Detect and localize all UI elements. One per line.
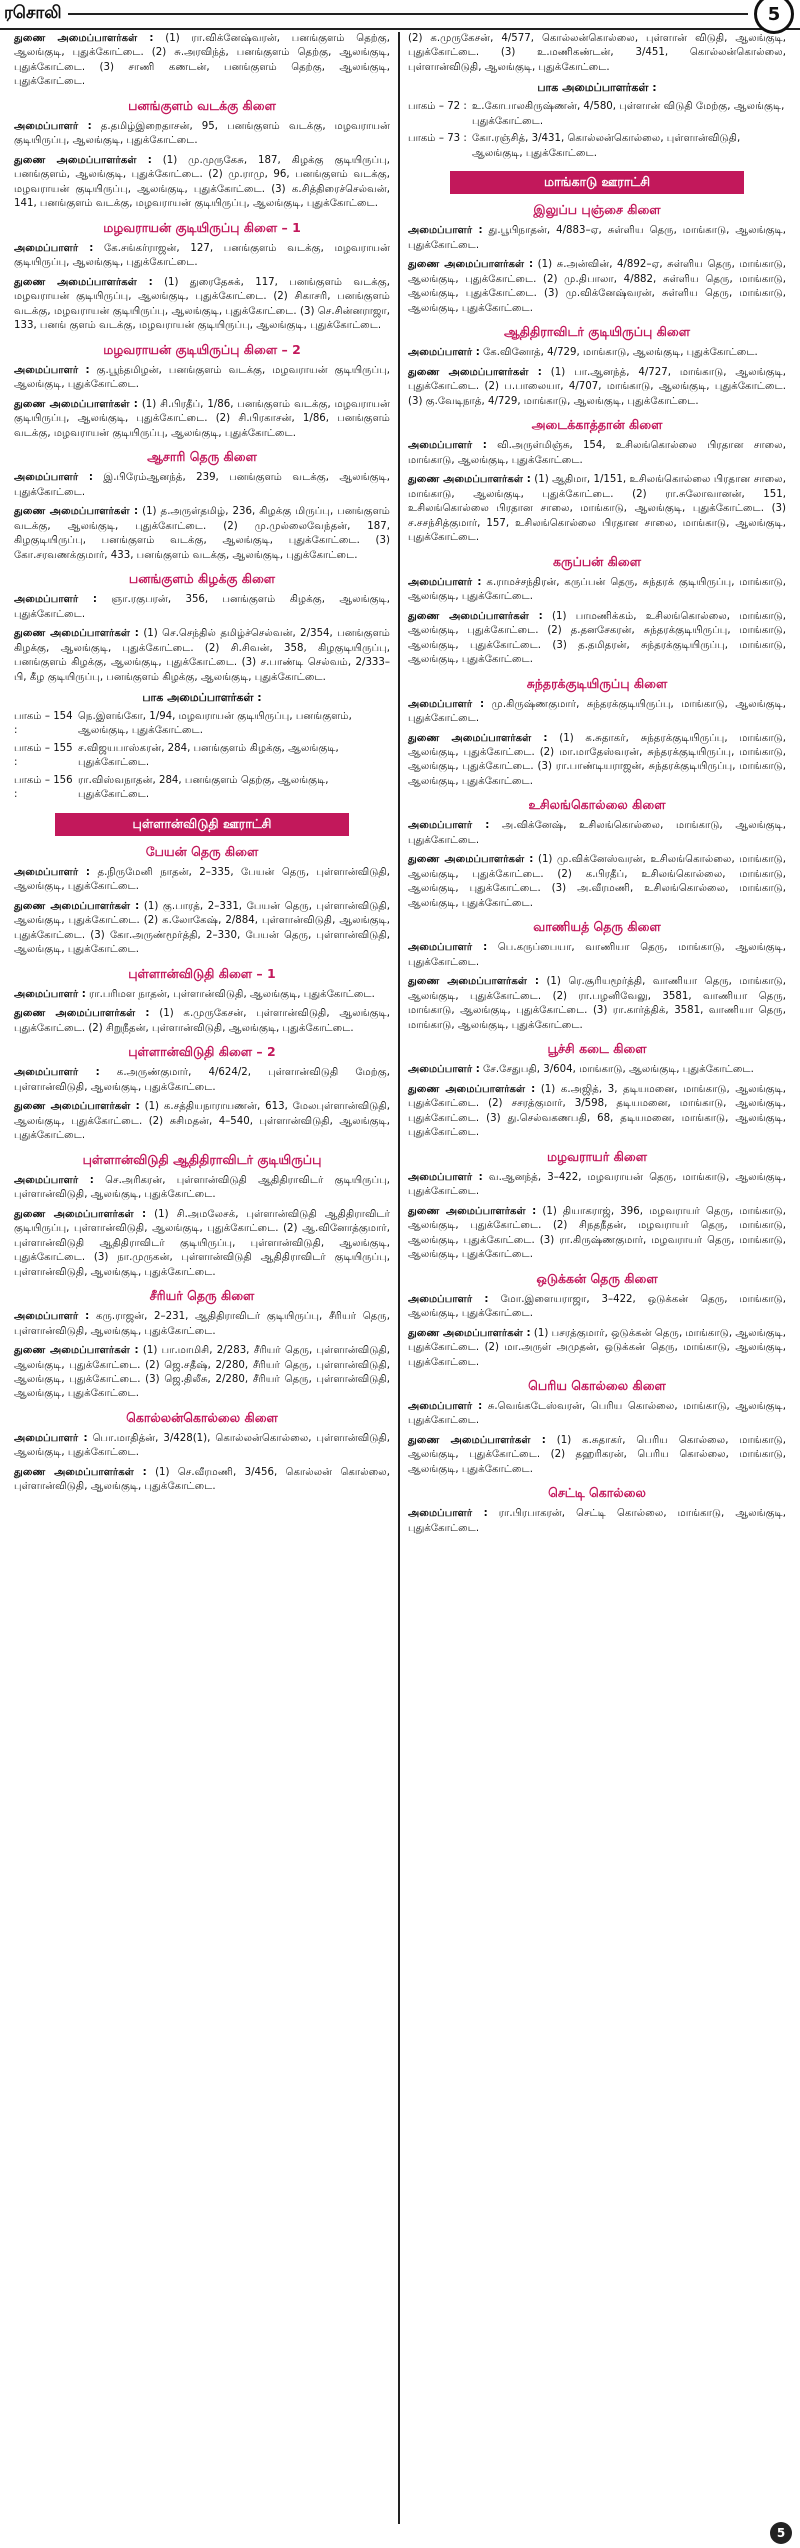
listing-entry [14,1432,390,1461]
role-label: துணை அமைப்பாளர்கள் : [14,1466,147,1478]
member-details: (1) துரைதேசுக், 117, பனங்குளம் வடக்கு, மழவராயன் குடியிருப்பு, ஆலங்குடி, புதுக்கோட்டை. (2) சிகாசரி, பனங்குளம் வடக்கு, மழவராயன் குடியிருப்பு, ஆலங்குடி, புதுக்கோட்டை. (3) செ.சின்னராஜா, 133, பனங் குளம் வடக்கு, மழவராயன் குடியிருப்பு, ஆலங்குடி, புதுக்கோட்டை. [14,276,390,332]
listing-entry [408,853,786,911]
branch-heading: மழவராயர் கிளை [546,1148,648,1164]
branch-heading: உசிலங்கொல்லை கிளை [528,797,666,813]
member-details: (1) செ.வீரமணி, 3/456, கொல்லன் கொல்லை, புள்ளான்விடுதி, ஆலங்குடி, புதுக்கோட்டை. [14,1466,391,1493]
role-label: அமைப்பாளர் : [14,988,86,1000]
role-label: துணை அமைப்பாளர்கள் : [408,259,534,271]
member-details: கு.பூந்தமிழன், பனங்குளம் வடக்கு, மழவராயன் குடியிருப்பு, ஆலங்குடி, புதுக்கோட்டை. [14,364,391,391]
role-label: அமைப்பாளர் : [408,942,488,954]
role-label: அமைப்பாளர் : [408,1171,483,1183]
member-details: ரா.பிரபாகரன், செட்டி கொல்லை, மாங்காடு, ஆலங்குடி, புதுக்கோட்டை. [408,1508,787,1534]
role-label: துணை அமைப்பாளர்கள் : [14,900,140,912]
booth-organizer: கோ.ரஞ்சித், 3/431, கொல்லன்கொல்லை, புள்ளான்விடுதி, ஆலங்குடி, புதுக்கோட்டை. [472,133,741,159]
role-label: துணை அமைப்பாளர்கள் : [408,1327,531,1339]
branch-heading: பனங்குளம் வடக்கு கிளை [128,97,276,113]
listing-entry [408,1171,786,1200]
branch-heading: இலுப்ப புஞ்சை கிளை [533,202,661,218]
booth-number: பாகம் – 154 : [14,710,73,737]
role-label: அமைப்பாளர் : [408,1293,489,1305]
branch-heading: மழவராயன் குடியிருப்பு கிளை – 1 [103,219,301,235]
listing-entry [408,258,786,316]
member-details: வ.ஆனந்த், 3–422, மழவராயன் தெரு, மாங்காடு, ஆலங்குடி, புதுக்கோட்டை. [408,1171,787,1198]
role-label: துணை அமைப்பாளர்கள் : [14,1101,140,1113]
role-label: துணை அமைப்பாளர்கள் : [408,610,543,622]
role-label: அமைப்பாளர் : [408,576,482,588]
member-details: (1) பசரத்குமார், ஒடுக்கன் தெரு, மாங்காடு, ஆலங்குடி, புதுக்கோட்டை. (2) மா.அருள் அமுதன், ஒடுக்கன் தெரு, மாங்காடு, ஆலங்குடி, புதுக்கோட்டை. [408,1327,786,1368]
branch-heading: மழவராயன் குடியிருப்பு கிளை – 2 [103,341,301,357]
member-details: (1) க.அஜித், 3, தடியமனை, மாங்காடு, ஆலங்குடி, புதுக்கோட்டை. (2) சசரத்குமார், 3/598, தடியமனை, மாங்காடு, ஆலங்குடி, புதுக்கோட்டை. (3) து.செல்வகணபதி, 68, தடியமனை, மாங்காடு, ஆலங்குடி, புதுக்கோட்டை. [408,1083,786,1139]
member-details: ரா.பரிமள நாதன், புள்ளான்விடுதி, ஆலங்குடி, புதுக்கோட்டை. [89,988,375,1000]
page-number-badge: 5 [754,0,794,34]
listing-entry [14,120,390,149]
listing-entry [408,1400,786,1429]
member-details: பெ.கருப்பையா, வாணியா தெரு, மாங்காடு, ஆலங்குடி, புதுக்கோட்டை. [408,942,786,968]
member-details: (1) சி.பிரதீப், 1/86, பனங்குளம் வடக்கு, மழவராயன் குடியிருப்பு, ஆலங்குடி, புதுக்கோட்டை. (2) சி.பிரகாசன், 1/86, பனங்குளம் வடக்கு, மழவராயன் குடியிருப்பு, ஆலங்குடி, புதுக்கோட்டை. [14,398,390,439]
member-details: (1) சி.அமலேசக், புள்ளான்விடுதி ஆதிதிராவிடர் குடியிருப்பு, புள்ளான்விடுதி, ஆலங்குடி, புதுக்கோட்டை. (2) ஆ.வினோத்குமார், புள்ளான்விடுதி ஆதிதிராவிடர் குடியிருப்பு, புள்ளான்விடுதி, ஆலங்குடி, புதுக்கோட்டை. (3) நா.முருகன், புள்ளான்விடுதி ஆதிதிராவிடர் குடியிருப்பு, புள்ளான்விடுதி, ஆலங்குடி, புதுக்கோட்டை. [14,1208,390,1278]
booth-organizer: ரா.விஸ்வநாதன், 284, பனங்குளம் தெற்கு, ஆலங்குடி, புதுக்கோட்டை. [78,774,329,801]
branch-heading: பூச்சி கடை கிளை [547,1041,647,1057]
member-details: த.தமிழ்இறைதாசன், 95, பனங்குளம் வடக்கு, மழவராயன் குடியிருப்பு, ஆலங்குடி, புதுக்கோட்டை. [14,120,390,147]
listing-entry [14,276,390,334]
member-details: மு.கிருஷ்ணகுமார், சுந்தரக்குடியிருப்பு, மாங்காடு, ஆலங்குடி, புதுக்கோட்டை. [408,698,786,725]
booth-row [14,774,390,803]
branch-heading: வாணியத் தெரு கிளை [533,919,661,935]
member-details: மோ.இளையராஜா, 3–422, ஒடுக்கன் தெரு, மாங்காடு, ஆலங்குடி, புதுக்கோட்டை. [408,1293,786,1320]
branch-heading: ஆதிதிராவிடர் குடியிருப்பு கிளை [503,324,691,340]
booth-number: பாகம் – 73 : [408,133,467,145]
booth-organizer: நெ.இளங்கோ, 1/94, மழவராயன் குடியிருப்பு, பனங்குளம், ஆலங்குடி, புதுக்கோட்டை. [78,710,352,737]
role-label: அமைப்பாளர் : [408,1064,480,1076]
role-label: அமைப்பாளர் : [14,866,90,878]
branch-heading: ஒடுக்கன் தெரு கிளை [536,1270,658,1286]
listing-entry [14,1066,390,1095]
listing-entry [408,698,786,727]
member-details: சு.வெங்கடேஸ்வரன், பெரிய கொல்லை, மாங்காடு, ஆலங்குடி, புதுக்கோட்டை. [408,1401,786,1427]
role-label: துணை அமைப்பாளர்கள் : [14,628,139,640]
listing-entry [408,610,786,668]
listing-entry [14,1007,390,1036]
role-label: துணை அமைப்பாளர்கள் : [408,1434,546,1446]
role-label: அமைப்பாளர் : [14,1432,88,1444]
role-label: துணை அமைப்பாளர்கள் : [14,1008,150,1020]
booth-organizer: உ.கோபாலகிருஷ்ணன், 4/580, புள்ளான் விடுதி மேற்கு, ஆலங்குடி, புதுக்கோட்டை. [472,101,785,127]
branch-heading: பனங்குளம் கிழக்கு கிளை [128,571,276,587]
member-details: கரு.ராஜன், 2–231, ஆதிதிராவிடர் குடியிருப்பு, சீரியர் தெரு, புள்ளான்விடுதி, ஆலங்குடி, புதுக்கோட்டை. [14,1311,390,1337]
branch-heading: செட்டி கொல்லை [548,1485,646,1501]
member-details: (1) ரா.விக்னேஷ்வரன், பனங்குளம் தெற்கு, ஆலங்குடி, புதுக்கோட்டை. (2) சு.அரவிந்த், பனங்குளம் தெற்கு, ஆலங்குடி, புதுக்கோட்டை. (3) சாணி கணடன், பனங்குளம் தெற்கு, ஆலங்குடி, புதுக்கோட்டை. [14,33,390,88]
booth-number: பாகம் – 156 : [14,774,73,801]
member-details: பொ.மாதித்ன், 3/428(1), கொல்லன்கொல்லை, புள்ளான்விடுதி, ஆலங்குடி, புதுக்கோட்டை. [14,1432,390,1459]
role-label: அமைப்பாளர் : [408,347,480,359]
branch-heading: ஆசாரி தெரு கிளை [147,449,257,465]
listing-entry [408,1063,786,1077]
listing-entry [408,941,786,970]
listing-entry [14,471,390,500]
role-label: துணை அமைப்பாளர்கள் : [14,1345,139,1357]
role-label: அமைப்பாளர் : [14,242,94,254]
branch-heading: புள்ளான்விடுதி கிளை – 2 [128,1044,276,1060]
member-details: து.பூபிநாதன், 4/883–ஏ, சுள்ளிய தெரு, மாங்காடு, ஆலங்குடி, புதுக்கோட்டை. [408,225,787,251]
member-details: க.ராமச்சந்திரன், கருப்பன் தெரு, சுந்தரக் குடியிருப்பு, மாங்காடு, ஆலங்குடி, புதுக்கோட்டை. [408,576,787,603]
listing-entry [14,242,390,271]
listing-entry [14,627,390,685]
right-column [400,32,794,2524]
listing-entry [408,975,786,1033]
member-details: (1) தியாகராஜ், 396, மழவராயர் தெரு, மாங்காடு, ஆலங்குடி, புதுக்கோட்டை. (2) சிநதநீதன், மழவராயர் தெரு, மாங்காடு, ஆலங்குடி, புதுக்கோட்டை. (3) ரா.கிருஷ்ணகுமார், மழவராயர் தெரு, மாங்காடு, ஆலங்குடி, புதுக்கோட்டை. [408,1205,786,1261]
member-details: (1) க.சத்தியநாராயணன், 613, மேலபுள்ளான்விடுதி, ஆலங்குடி, புதுக்கோட்டை. (2) சுசிமதன், 4–540, புள்ளான்விடுதி, ஆலங்குடி, புதுக்கோட்டை. [14,1101,390,1142]
booth-row [14,710,390,739]
member-details: ஞா.ரகுபரன், 356, பனங்குளம் கிழக்கு, ஆலங்குடி, புதுக்கோட்டை. [14,594,390,620]
role-label: துணை அமைப்பாளர்கள் : [408,854,534,866]
listing-entry [14,398,390,441]
listing-entry [14,1100,390,1143]
role-label: அமைப்பாளர் : [14,1067,100,1079]
member-details: (1) த.அருள்தமிழ், 236, கிழக்கு மிருப்பு, பனங்குளம் வடக்கு, ஆலங்குடி, புதுக்கோட்டை. (2) மு.முல்லைவேந்தன், 187, கிழகுடியிருப்பு, பனங்குளம் வடக்கு, ஆலங்குடி, புதுக்கோட்டை. (3) கோ.சரவணக்குமார், 433, பனங்குளம் வடக்கு, ஆலங்குடி, புதுக்கோட்டை. [14,506,390,561]
listing-entry [408,1205,786,1263]
listing-entry [408,1327,786,1370]
member-details: (1) க.சுதாகர், பெரிய கொல்லை, மாங்காடு, ஆலங்குடி, புதுக்கோட்டை. (2) தஹரிகரன், பெரிய கொல்லை, மாங்காடு, ஆலங்குடி, புதுக்கோட்டை. [408,1434,787,1475]
branch-heading: சீரியர் தெரு கிளை [149,1288,255,1304]
member-details: (1) க.சுதாகர், சுந்தரக்குடியிருப்பு, மாங்காடு, ஆலங்குடி, புதுக்கோட்டை. (2) மா.மாதேஸ்வரன், சுந்தரக்குடியிருப்பு, மாங்காடு, ஆலங்குடி, புதுக்கோட்டை. (3) ரா.பாண்டியராஜன், சுந்தரக்குடியிருப்பு, மாங்காடு, ஆலங்குடி, புதுக்கோட்டை. [408,732,786,787]
role-label: அமைப்பாளர் : [408,1508,488,1520]
member-details: (1) கு.பாரத், 2–331, பேயன் தெரு, புள்ளான்விடுதி, ஆலங்குடி, புதுக்கோட்டை. (2) க.லோகேஷ், 2/884, புள்ளான்விடுதி, ஆலங்குடி, புதுக்கோட்டை. (3) கோ.அருண்மூர்த்தி, 2–330, பேயன் தெரு, புள்ளான்விடுதி, ஆலங்குடி, புதுக்கோட்டை. [14,900,390,956]
member-details: (1) பா.ஆனந்த், 4/727, மாங்காடு, ஆலங்குடி, புதுக்கோட்டை. (2) ப.பாலையா, 4/707, மாங்காடு, ஆலங்குடி, புதுக்கோட்டை. (3) கு.வேடிநாத், 4/729, மாங்காடு, ஆலங்குடி, புதுக்கோட்டை. [408,366,786,407]
listing-entry [408,366,786,409]
member-details: அ.விக்னேஷ், உசிலங்கொல்லை, மாங்காடு, ஆலங்குடி, புதுக்கோட்டை. [408,820,787,846]
role-label: துணை அமைப்பாளர்கள் : [408,732,548,744]
publication-title: ரசொலி [4,3,62,23]
member-details: (1) பாமணிக்கம், உசிலங்கொல்லை, மாங்காடு, ஆலங்குடி, புதுக்கோட்டை. (2) த.தனசேகரன், சுந்தரக்குடியிருப்பு, மாங்காடு, ஆலங்குடி, புதுக்கோட்டை. (3) த.தமிதரன், சுந்தரக்குடியிருப்பு, மாங்காடு, ஆலங்குடி, புதுக்கோட்டை. [408,610,786,666]
branch-heading: புள்ளான்விடுதி ஆதிதிராவிடர் குடியிருப்பு [82,1151,322,1167]
role-label: அமைப்பாளர் : [408,225,483,237]
role-label: அமைப்பாளர் : [408,440,487,452]
booth-organizers-heading: பாக அமைப்பாளர்கள் : [142,690,262,704]
branch-heading: சுந்தரக்குடியிருப்பு கிளை [526,675,668,691]
role-label: துணை அமைப்பாளர்கள் : [408,1083,536,1095]
booth-organizer: ச.விஜயபாஸ்கரன், 284, பனங்குளம் கிழக்கு, ஆலங்குடி, புதுக்கோட்டை. [78,742,339,769]
member-details: (1) ரெ.சூரியமூர்த்தி, வாணியா தெரு, மாங்காடு, ஆலங்குடி, புதுக்கோட்டை. (2) ரா.பழனிவேலு, 3581, வாணியா தெரு, மாங்காடு, ஆலங்குடி, புதுக்கோட்டை. (3) ரா.கார்த்திக், 3581, வாணியா தெரு, மாங்காடு, ஆலங்குடி, புதுக்கோட்டை. [408,976,786,1031]
role-label: அமைப்பாளர் : [14,1311,90,1323]
branch-heading: பெரிய கொல்லை கிளை [528,1378,666,1393]
member-details: (1) சு.அன்வின், 4/892–ஏ, சுள்ளிய தெரு, மாங்காடு, ஆலங்குடி, புதுக்கோட்டை. (2) மு.திபாலா, 4/882, சுள்ளிய தெரு, மாங்காடு, ஆலங்குடி, புதுக்கோட்டை. (3) மு.விக்னேஷ்வரன், சுள்ளிய தெரு, மாங்காடு, ஆலங்குடி, புதுக்கோட்டை. [408,259,786,314]
role-label: அமைப்பாளர் : [14,594,97,606]
member-details: த.நிருமேனி நாதன், 2–335, பேயன் தெரு, புள்ளான்விடுதி, ஆலங்குடி, புதுக்கோட்டை. [14,866,390,893]
branch-heading: புள்ளான்விடுதி கிளை – 1 [128,965,276,981]
branch-heading: கொல்லன்கொல்லை கிளை [126,1409,278,1425]
left-column [6,32,400,2524]
listing-entry [14,988,390,1002]
listing-entry [14,364,390,393]
listing-entry [408,576,786,605]
listing-entry [14,1208,390,1280]
listing-entry [14,900,390,958]
member-details: இ.பிரேம்ஆனந்த், 239, பனங்குளம் வடக்கு, ஆலங்குடி, புதுக்கோட்டை. [14,472,391,498]
member-details: (1) க.முருகேசன், புள்ளான்விடுதி, ஆலங்குடி, புதுக்கோட்டை. (2) சிறுநீதன், புள்ளான்விடுதி, ஆலங்குடி, புதுக்கோட்டை. [14,1008,390,1034]
member-details: வி.அருள்மிஞ்சு, 154, உசிலங்கொல்லை பிரதான சாலை, மாங்காடு, ஆலங்குடி, புதுக்கோட்டை. [408,440,787,466]
listing-entry [14,866,390,895]
member-details: (2) க.முருகேசன், 4/577, கொல்லன்கொல்லை, புள்ளான் விடுதி, ஆலங்குடி, புதுக்கோட்டை. (3) உ.மணிகண்டன், 3/451, கொல்லன்கொல்லை, புள்ளான்விடுதி, ஆலங்குடி, புதுக்கோட்டை. [408,33,786,73]
member-details: கே.வினோத், 4/729, மாங்காடு, ஆலங்குடி, புதுக்கோட்டை. [483,347,758,359]
masthead-rule [68,13,748,15]
role-label: துணை அமைப்பாளர்கள் : [14,1208,147,1220]
listing-entry [14,1344,390,1402]
listing-entry [408,1507,786,1536]
listing-entry [408,1434,786,1477]
listing-entry [408,732,786,790]
listing-entry [408,473,786,545]
role-label: துணை அமைப்பாளர்கள் : [14,506,139,518]
listing-entry [408,224,786,253]
role-label: துணை அமைப்பாளர்கள் : [14,154,152,166]
footer-page-number: 5 [770,2522,792,2544]
listing-entry [408,439,786,468]
member-details: (1) ஆதிமா, 1/151, உசிலங்கொல்லை பிரதான சாலை, மாங்காடு, ஆலங்குடி, புதுக்கோட்டை. (2) ரா.சுலோவானன், 151, உசிலங்கொல்லை பிரதான சாலை, மாங்காடு, ஆலங்குடி, புதுக்கோட்டை. (3) ச.சசந்சித்குமார், 157, உசிலங்கொல்லை பிரதான சாலை, மாங்காடு, ஆலங்குடி, புதுக்கோட்டை. [408,474,786,544]
role-label: துணை அமைப்பாளர்கள் : [14,398,138,410]
article-columns [6,32,794,2524]
role-label: துணை அமைப்பாளர்கள் : [408,976,539,988]
masthead [0,0,800,30]
member-details: (1) மு.முருகேசு, 187, கிழக்கு குடியிருப்பு, பனங்குளம், ஆலங்குடி, புதுக்கோட்டை. (2) மு.ராமு, 96, பனங்குளம் வடக்கு, மழவராயன் குடியிருப்பு, ஆலங்குடி, புதுக்கோட்டை. (3) க.சித்திரைச்செல்வன், 141, பனங்குளம் வடக்கு, மழவராயன் குடியிருப்பு, ஆலங்குடி, புதுக்கோட்டை. [14,154,390,210]
member-details: செ.அரிகரன், புள்ளான்விடுதி ஆதிதிராவிடர் குடியிருப்பு, புள்ளான்விடுதி, ஆலங்குடி, புதுக்கோட்டை. [14,1174,390,1201]
panchayat-banner: மாங்காடு ஊராட்சி [450,171,745,194]
listing-entry [408,32,786,75]
listing-entry [14,1174,390,1203]
role-label: துணை அமைப்பாளர்கள் : [14,33,154,44]
booth-row [408,132,786,161]
listing-entry [14,1466,390,1495]
branch-heading: பேயன் தெரு கிளை [145,843,259,859]
booth-number: பாகம் – 155 : [14,742,73,769]
listing-entry [408,346,786,360]
listing-entry [408,1083,786,1141]
listing-entry [408,819,786,848]
role-label: அமைப்பாளர் : [14,472,93,484]
listing-entry [14,154,390,212]
branch-heading: அடைக்காத்தான் கிளை [531,417,663,433]
member-details: கே.சங்கர்ராஜன், 127, பனங்குளம் வடக்கு, மழவராயன் குடியிருப்பு, ஆலங்குடி, புதுக்கோட்டை. [14,242,391,269]
role-label: அமைப்பாளர் : [14,1174,94,1186]
branch-heading: கருப்பன் கிளை [552,553,641,569]
booth-row [408,100,786,129]
listing-entry [14,1310,390,1339]
member-details: சே.சேதுபதி, 3/604, மாங்காடு, ஆலங்குடி, புதுக்கோட்டை. [483,1064,754,1076]
role-label: துணை அமைப்பாளர்கள் : [408,1205,537,1217]
member-details: க.அருண்குமார், 4/624/2, புள்ளான்விடுதி மேற்கு, புள்ளான்விடுதி, ஆலங்குடி, புதுக்கோட்டை. [14,1067,391,1093]
listing-entry [14,593,390,622]
panchayat-banner: புள்ளான்விடுதி ஊராட்சி [55,813,348,836]
role-label: அமைப்பாளர் : [408,1401,483,1412]
role-label: துணை அமைப்பாளர்கள் : [408,366,542,378]
listing-entry [14,505,390,563]
role-label: துணை அமைப்பாளர்கள் : [14,276,153,288]
booth-organizers-heading: பாக அமைப்பாளர்கள் : [537,81,657,95]
role-label: அமைப்பாளர் : [408,698,485,710]
booth-number: பாகம் – 72 : [408,101,467,113]
member-details: (1) பா.மாமிசி, 2/283, சீரியர் தெரு, புள்ளான்விடுதி, ஆலங்குடி, புதுக்கோட்டை. (2) ஜெ.சதீஷ், 2/280, சீரியர் தெரு, புள்ளான்விடுதி, ஆலங்குடி, புதுக்கோட்டை. (3) ஜெ.திலீசு, 2/280, சீரியர் தெரு, புள்ளான்விடுதி, ஆலங்குடி, புதுக்கோட்டை. [14,1345,390,1400]
role-label: அமைப்பாளர் : [14,364,90,376]
role-label: துணை அமைப்பாளர்கள் : [408,474,531,486]
booth-row [14,742,390,771]
role-label: அமைப்பாளர் : [408,820,490,832]
listing-entry [14,32,390,90]
member-details: (1) செ.செந்தில் தமிழ்ச்செல்வன், 2/354, பனங்குளம் கிழக்கு, ஆலங்குடி, புதுக்கோட்டை. (2) சி.சிவன், 358, கிழகுடியிருப்பு, பனங்குளம் கிழக்கு, ஆலங்குடி, புதுக்கோட்டை. (3) ச.பாண்டி செல்வம், 2/333–பி, கீழ குடியிருப்பு, பனங்குளம் கிழக்கு, ஆலங்குடி, புதுக்கோட்டை. [14,628,390,683]
role-label: அமைப்பாளர் : [14,120,92,132]
member-details: (1) மு.விக்னேஸ்வரன், உசிலங்கொல்லை, மாங்காடு, ஆலங்குடி, புதுக்கோட்டை. (2) க.பிரதீப், உசிலங்கொல்லை, மாங்காடு, ஆலங்குடி, புதுக்கோட்டை. (3) அ.வீரமணி, உசிலங்கொல்லை, மாங்காடு, ஆலங்குடி, புதுக்கோட்டை. [408,854,786,909]
listing-entry [408,1293,786,1322]
